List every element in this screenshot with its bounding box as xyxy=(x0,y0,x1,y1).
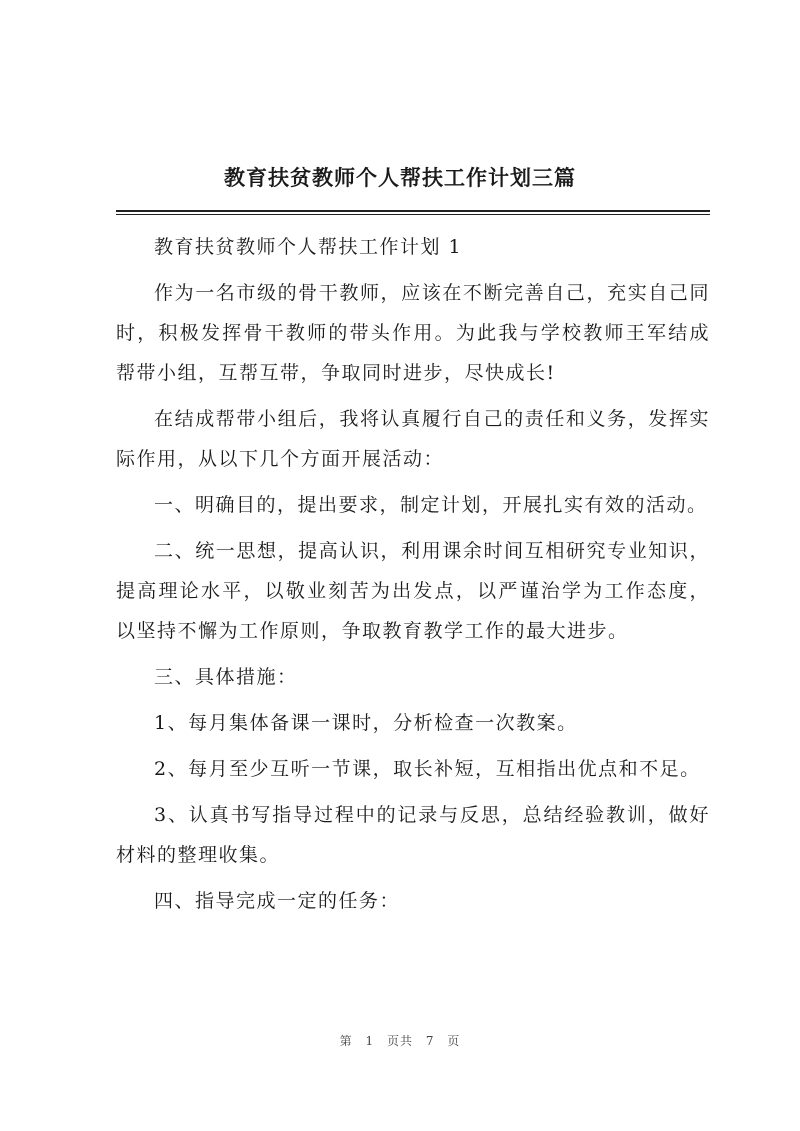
paragraph-measure-2: 2、每月至少互听一节课，取长补短，互相指出优点和不足。 xyxy=(154,758,701,780)
paragraph-intro: 作为一名市级的骨干教师，应该在不断完善自己，充实自己同时，积极发挥骨干教师的带头作用。为此我与学校教师王军结成帮带小组，互帮互带，争取同时进步，尽快成长! xyxy=(116,282,710,384)
paragraph-item-4: 四、指导完成一定的任务： xyxy=(154,890,401,912)
paragraph-item-3: 三、具体措施： xyxy=(154,666,298,688)
paragraph-measure-3: 3、认真书写指导过程中的记录与反思，总结经验教训，做好材料的整理收集。 xyxy=(116,804,710,866)
footer-current-page: 1 xyxy=(365,1034,375,1048)
paragraph-item-1: 一、明确目的，提出要求，制定计划，开展扎实有效的活动。 xyxy=(154,494,708,516)
paragraph-measure-1: 1、每月集体备课一课时，分析检查一次教案。 xyxy=(154,712,578,734)
footer-prefix: 第 xyxy=(339,1034,353,1048)
title-divider xyxy=(116,210,710,212)
footer-total-pages: 7 xyxy=(425,1034,435,1048)
section-heading: 教育扶贫教师个人帮扶工作计划 1 xyxy=(154,236,463,258)
paragraph-item-2: 二、统一思想，提高认识，利用课余时间互相研究专业知识，提高理论水平，以敬业刻苦为出发点，以严谨治学为工作态度，以坚持不懈为工作原则，争取教育教学工作的最大进步。 xyxy=(116,540,710,642)
footer-middle: 页共 xyxy=(386,1034,413,1048)
page-footer xyxy=(0,1032,800,1049)
footer-suffix: 页 xyxy=(447,1034,461,1048)
document-title: 教育扶贫教师个人帮扶工作计划三篇 xyxy=(224,165,576,190)
document-body xyxy=(116,227,710,927)
paragraph-activities: 在结成帮带小组后，我将认真履行自己的责任和义务，发挥实际作用，从以下几个方面开展活动： xyxy=(116,408,710,470)
